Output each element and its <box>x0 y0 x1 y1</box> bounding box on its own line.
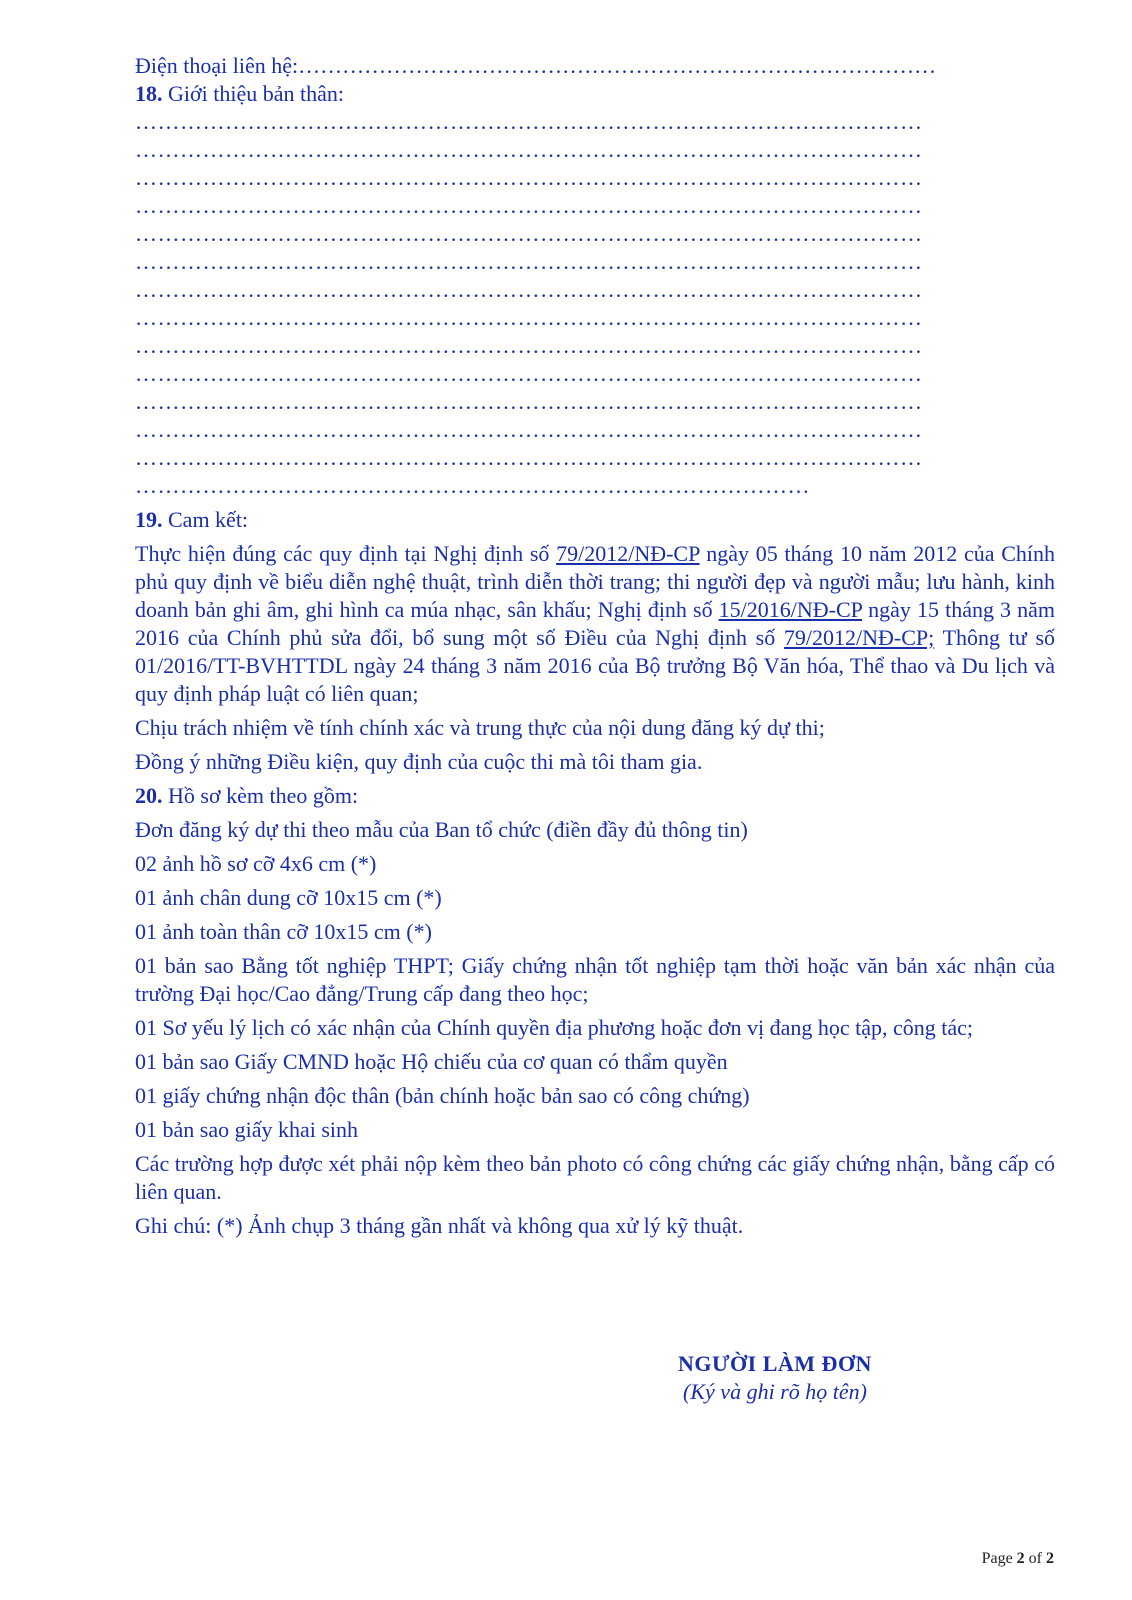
contact-phone-label: Điện thoại liên hệ: <box>135 53 299 78</box>
attachment-item: 01 bản sao giấy khai sinh <box>135 1117 359 1142</box>
dot-line: …………………………………………………………………………………………… <box>135 221 923 246</box>
commitment-text: ngày 15 tháng 3 năm 2016 của Chính phủ sửa đổi, bổ sung một số Điều của Nghị định số <box>135 597 1055 650</box>
signature-block <box>660 1350 890 1406</box>
page-word: Page <box>981 1550 1013 1567</box>
dot-line: …………………………………………………………………………………………… <box>135 333 923 358</box>
form-page <box>135 52 1055 1240</box>
commitment-text: ngày 05 tháng 10 năm 2012 của Chính phủ quy định về biểu diễn nghệ thuật, trình diễn thời trang; thi người đẹp và người mẫu; lưu hành, kinh doanh bản ghi âm, ghi hình ca múa nhạc, sân khấu; Nghị định số <box>135 541 1055 622</box>
section-18-heading <box>135 80 1055 108</box>
attachment-item: Các trường hợp được xét phải nộp kèm theo bản photo có công chứng các giấy chứng nhận, bằng cấp có liên quan. <box>135 1151 1055 1204</box>
of-word: of <box>1028 1550 1042 1567</box>
commitment-text: Thông tư số 01/2016/TT-BVHTTDL ngày 24 tháng 3 năm 2016 của Bộ trưởng Bộ Văn hóa, Thể thao và Du lịch và quy định pháp luật có liên quan; <box>135 625 1056 706</box>
dot-line: …………………………………………………………………………………………… <box>135 305 923 330</box>
signature-subtitle: (Ký và ghi rõ họ tên) <box>683 1379 867 1404</box>
contact-phone-dots[interactable]: …………………………………………………………………………… <box>298 53 937 78</box>
decree-79-2012-link-2[interactable]: 79/2012/NĐ-CP; <box>783 625 935 650</box>
section-19-number: 19. <box>135 507 163 532</box>
attachment-item: 02 ảnh hồ sơ cỡ 4x6 cm (*) <box>135 851 377 876</box>
section-20-heading <box>135 782 1055 810</box>
attachment-item: 01 ảnh toàn thân cỡ 10x15 cm (*) <box>135 919 432 944</box>
section-19-title: Cam kết: <box>168 507 249 532</box>
dot-line: …………………………………………………………………………………………… <box>135 445 923 470</box>
attachment-item: 01 ảnh chân dung cỡ 10x15 cm (*) <box>135 885 442 910</box>
section-20-number: 20. <box>135 783 163 808</box>
commitment-paragraph-2: Chịu trách nhiệm về tính chính xác và trung thực của nội dung đăng ký dự thi; <box>135 715 825 740</box>
commitment-text: Thực hiện đúng các quy định tại Nghị định số <box>135 541 557 566</box>
dot-line: …………………………………………………………………………………………… <box>135 277 923 302</box>
section-19-heading <box>135 506 1055 534</box>
dot-line: …………………………………………………………………………………………… <box>135 361 923 386</box>
attachment-note: Ghi chú: (*) Ảnh chụp 3 tháng gần nhất và không qua xử lý kỹ thuật. <box>135 1213 744 1238</box>
attachment-item: 01 giấy chứng nhận độc thân (bản chính hoặc bản sao có công chứng) <box>135 1083 750 1108</box>
commitment-paragraph-3: Đồng ý những Điều kiện, quy định của cuộc thi mà tôi tham gia. <box>135 749 703 774</box>
page-number <box>982 1550 1054 1568</box>
dot-line: …………………………………………………………………………………………… <box>135 389 923 414</box>
dot-line: …………………………………………………………………………………………… <box>135 417 923 442</box>
commitment-paragraph-1 <box>135 540 1055 708</box>
attachment-item: Đơn đăng ký dự thi theo mẫu của Ban tổ chức (điền đầy đủ thông tin) <box>135 817 748 842</box>
attachment-item: 01 Sơ yếu lý lịch có xác nhận của Chính quyền địa phương hoặc đơn vị đang học tập, công tác; <box>135 1015 974 1040</box>
decree-15-2016-link[interactable]: 15/2016/NĐ-CP <box>718 597 863 622</box>
dot-line-last: ……………………………………………………………………………… <box>135 473 810 498</box>
section-18-number: 18. <box>135 81 163 106</box>
section-20-title: Hồ sơ kèm theo gồm: <box>168 783 359 808</box>
section-18-title: Giới thiệu bản thân: <box>168 81 344 106</box>
total-pages: 2 <box>1046 1550 1054 1567</box>
attachment-item: 01 bản sao Giấy CMND hoặc Hộ chiếu của cơ quan có thẩm quyền <box>135 1049 728 1074</box>
dot-line: …………………………………………………………………………………………… <box>135 109 923 134</box>
signature-title: NGƯỜI LÀM ĐƠN <box>678 1351 872 1376</box>
dot-line: …………………………………………………………………………………………… <box>135 249 923 274</box>
current-page: 2 <box>1016 1550 1025 1567</box>
attachment-item: 01 bản sao Bằng tốt nghiệp THPT; Giấy chứng nhận tốt nghiệp tạm thời hoặc văn bản xác nhận của trường Đại học/Cao đẳng/Trung cấp đang theo học; <box>135 953 1055 1006</box>
dot-line: …………………………………………………………………………………………… <box>135 193 923 218</box>
self-introduction-field[interactable] <box>135 108 1055 500</box>
dot-line: …………………………………………………………………………………………… <box>135 165 923 190</box>
dot-line: …………………………………………………………………………………………… <box>135 137 923 162</box>
contact-phone-line <box>135 52 1055 80</box>
decree-79-2012-link[interactable]: 79/2012/NĐ-CP <box>556 541 700 566</box>
